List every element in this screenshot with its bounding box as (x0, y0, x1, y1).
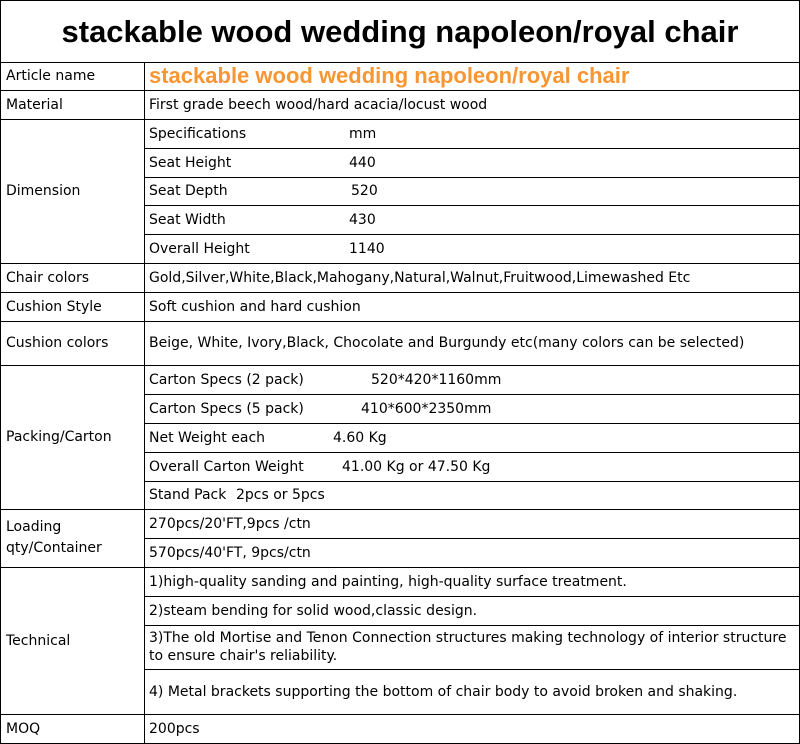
technical-item: 4) Metal brackets supporting the bottom of chair body to avoid broken and shaking. (149, 683, 738, 700)
material-value: First grade beech wood/hard acacia/locust wood (149, 96, 488, 113)
dimension-key: Seat Width (149, 211, 226, 228)
row-label-material: Material (6, 96, 63, 113)
packing-value: 410*600*2350mm (361, 400, 492, 417)
row-label-packing: Packing/Carton (6, 429, 112, 445)
row-label-dimension: Dimension (6, 183, 81, 199)
dimension-item (149, 234, 797, 263)
dimension-value: 520 (351, 183, 378, 199)
packing-item (149, 365, 797, 394)
row-label-chair-colors: Chair colors (6, 269, 90, 286)
row-label-article-name: Article name (6, 68, 96, 84)
dimension-key: Specifications (149, 125, 247, 142)
article-name-value: stackable wood wedding napoleon/royal chair (149, 63, 630, 88)
cushion-colors-value: Beige, White, Ivory,Black, Chocolate and Burgundy etc(many colors can be selected) (149, 335, 745, 351)
column-divider (144, 62, 145, 744)
dimension-value: 1140 (349, 240, 385, 257)
packing-value: 520*420*1160mm (371, 371, 502, 388)
dimension-value: 440 (349, 154, 376, 171)
dimension-item (149, 119, 797, 148)
dimension-item (149, 148, 797, 177)
loading-item: 270pcs/20'FT,9pcs /ctn (149, 515, 311, 532)
dimension-key: Seat Height (149, 154, 232, 171)
technical-item: 3)The old Mortise and Tenon Connection structures making technology of interior structure to ensure chair's reliability. (149, 630, 787, 664)
moq-value: 200pcs (149, 720, 200, 737)
dimension-item (149, 205, 797, 234)
row-label-loading (6, 509, 140, 567)
row-label-moq: MOQ (6, 720, 41, 737)
packing-item (149, 423, 797, 452)
loading-item: 570pcs/40'FT, 9pcs/ctn (149, 544, 311, 561)
loading-label-line2: qty/Container (6, 540, 102, 556)
packing-value: 4.60 Kg (333, 429, 387, 446)
cushion-style-value: Soft cushion and hard cushion (149, 298, 361, 315)
border-top (0, 0, 800, 1)
packing-value: 41.00 Kg or 47.50 Kg (342, 458, 491, 475)
packing-value: 2pcs or 5pcs (236, 487, 325, 503)
packing-key: Net Weight each (149, 429, 266, 446)
dimension-key: Seat Depth (149, 183, 228, 199)
packing-key: Carton Specs (5 pack) (149, 400, 304, 417)
packing-key: Carton Specs (2 pack) (149, 371, 304, 388)
packing-item (149, 481, 797, 509)
packing-key: Stand Pack (149, 487, 227, 503)
loading-label-line1: Loading (6, 519, 62, 535)
page-title: stackable wood wedding napoleon/royal chair (61, 14, 739, 49)
dimension-key: Overall Height (149, 240, 250, 257)
row-label-cushion-style: Cushion Style (6, 298, 102, 315)
technical-item: 1)high-quality sanding and painting, high-quality surface treatment. (149, 573, 627, 590)
row-label-technical: Technical (6, 632, 71, 649)
dimension-value: mm (349, 125, 377, 142)
border-left (0, 0, 1, 744)
packing-item (149, 452, 797, 481)
chair-colors-value: Gold,Silver,White,Black,Mahogany,Natural,Walnut,Fruitwood,Limewashed Etc (149, 269, 691, 286)
row-label-cushion-colors: Cushion colors (6, 335, 109, 351)
technical-item: 2)steam bending for solid wood,classic design. (149, 602, 478, 619)
packing-key: Overall Carton Weight (149, 458, 304, 475)
dimension-value: 430 (349, 211, 376, 228)
packing-item (149, 394, 797, 423)
dimension-item (149, 177, 797, 205)
